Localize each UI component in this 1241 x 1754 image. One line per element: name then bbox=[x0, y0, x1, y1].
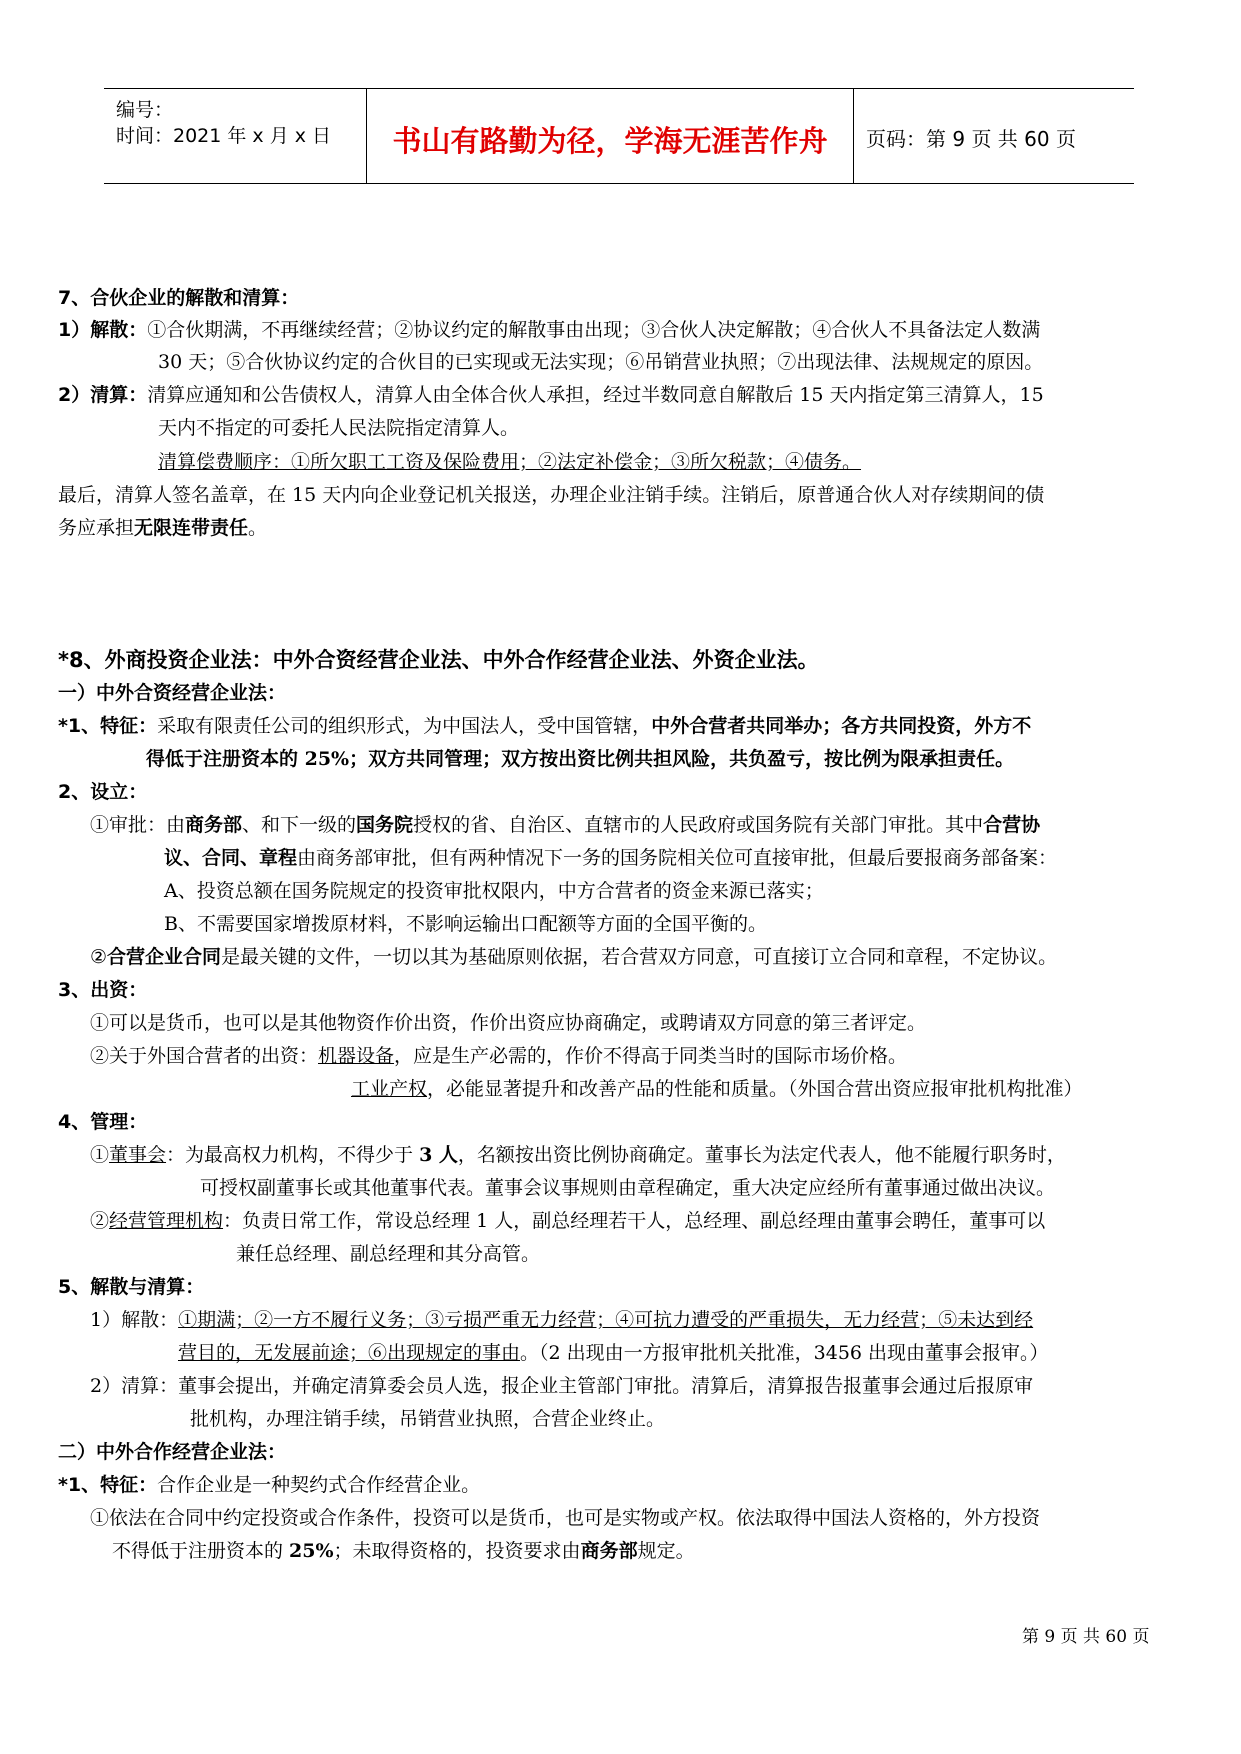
s8-mgmt-line3 bbox=[90, 1209, 1045, 1233]
s8-capital-line1: ①可以是货币，也可以是其他物资作价出资，作价出资应协商确定，或聘请双方同意的第三者评定。 bbox=[90, 1012, 927, 1034]
section-8-title: *8、外商投资企业法：中外合资经营企业法、中外合作经营企业法、外资企业法。 bbox=[58, 648, 819, 672]
setup-text-c: 由商务部审批，但有两种情况下一务的国务院相关位可直接审批，但最后要报商务部备案： bbox=[297, 847, 1058, 869]
page-footer: 第 9 页 共 60 页 bbox=[1022, 1627, 1150, 1647]
s7-dissolution-text: ①合伙期满，不再继续经营；②协议约定的解散事由出现；③合伙人决定解散；④合伙人不具备法定人数满 bbox=[147, 319, 1041, 341]
s8-mgmt-line4: 兼任总经理、副总经理和其分高管。 bbox=[236, 1243, 541, 1265]
header-table bbox=[104, 88, 1134, 184]
s8-feature-bold: 中外合营者共同举办；各方共同投资，外方不 bbox=[651, 715, 1032, 737]
s8-liquidation-line1: 2）清算：董事会提出，并确定清算委会员人选，报企业主管部门审批。清算后，清算报告报董事会通过后报原审 bbox=[90, 1375, 1034, 1397]
three-persons: 3 人 bbox=[419, 1144, 458, 1166]
mgmt-text-a: ：为最高权力机构，不得少于 bbox=[166, 1144, 420, 1166]
s7-liquidation-line1 bbox=[58, 383, 1044, 407]
s8-capital-title: 3、出资： bbox=[58, 979, 148, 1001]
s7-liquidation-order: 清算偿费顺序：①所欠职工工资及保险费用；②法定补偿金；③所欠税款；④债务。 bbox=[158, 451, 862, 473]
s7-dissolution-line1 bbox=[58, 318, 1040, 342]
s8-setup-line3: A、投资总额在国务院规定的投资审批权限内，中方合营者的资金来源已落实； bbox=[164, 880, 824, 902]
setup-text-a: 、和下一级的 bbox=[242, 814, 357, 836]
s8-liquidation-line2: 批机构，办理注销手续，吊销营业执照，合营企业终止。 bbox=[190, 1408, 666, 1430]
mgmt-num-2: ② bbox=[90, 1210, 110, 1232]
s7-final-period: 。 bbox=[248, 517, 268, 539]
dissolution-reasons-a: ①期满；②一方不履行义务；③亏损严重无力经营；④可抗力遭受的严重损失，无力经营；⑤未达到经 bbox=[178, 1309, 1034, 1331]
section-7-title: 7、合伙企业的解散和清算： bbox=[58, 287, 300, 309]
s8b-commerce-ministry: 商务部 bbox=[580, 1540, 638, 1562]
s8b-text-c: 规定。 bbox=[637, 1540, 695, 1562]
s8b-text-a: 不得低于注册资本的 bbox=[112, 1540, 290, 1562]
header-right-cell bbox=[854, 89, 1134, 183]
s8-setup-title: 2、设立： bbox=[58, 781, 148, 803]
header-middle-cell bbox=[367, 89, 854, 183]
mgmt-num-1: ① bbox=[90, 1144, 110, 1166]
state-council: 国务院 bbox=[356, 814, 414, 836]
mgmt-body: 经营管理机构 bbox=[109, 1210, 224, 1232]
machinery: 机器设备 bbox=[318, 1045, 395, 1067]
s7-dissolution-line2: 30 天；⑤合伙协议约定的合伙目的已实现或无法实现；⑥吊销营业执照；⑦出现法律、法规规定的原因。 bbox=[158, 351, 1044, 373]
s8b-feature-line3 bbox=[112, 1539, 695, 1563]
s8b-feature-line2: ①依法在合同中约定投资或合作条件，投资可以是货币，也可是实物或产权。依法取得中国法人资格的，外方投资 bbox=[90, 1507, 1041, 1529]
approval-label: ①审批：由 bbox=[90, 814, 186, 836]
s8-feature-line1 bbox=[58, 714, 1031, 738]
dissolution-reasons-b: 营目的，无发展前途；⑥出现规定的事由 bbox=[178, 1342, 521, 1364]
s8-feature-label: *1、特征： bbox=[58, 715, 158, 737]
s8-mgmt-title: 4、管理： bbox=[58, 1111, 148, 1133]
capital-text-c: ，必能显著提升和改善产品的性能和质量。（外国合营出资应报审批机构批准） bbox=[427, 1078, 1083, 1100]
s8b-feature-line1 bbox=[58, 1473, 480, 1497]
capital-text-b: ，应是生产必需的，作价不得高于同类当时的国际市场价格。 bbox=[394, 1045, 908, 1067]
s8-setup-line2 bbox=[164, 846, 1057, 870]
s8-capital-line3 bbox=[351, 1077, 1083, 1101]
s8-mgmt-line2: 可授权副董事长或其他董事代表。董事会议事规则由章程确定，重大决定应经所有董事通过做出决议。 bbox=[200, 1177, 1056, 1199]
s8-dissolution-line1 bbox=[90, 1308, 1033, 1332]
s7-final-line2 bbox=[58, 516, 267, 540]
s8-feature-line2: 得低于注册资本的 25%；双方共同管理；双方按出资比例共担风险，共负盈亏，按比例为限承担责任。 bbox=[146, 748, 1015, 770]
s7-final-line1: 最后，清算人签名盖章，在 15 天内向企业登记机关报送，办理企业注销手续。注销后，原普通合伙人对存续期间的债 bbox=[58, 484, 1045, 506]
unlimited-liability: 无限连带责任 bbox=[134, 517, 249, 539]
s7-liquidation-text: 清算应通知和公告债权人，清算人由全体合伙人承担，经过半数同意自解散后 15 天内指定第三清算人，15 bbox=[147, 384, 1044, 406]
twenty-five-percent: 25% bbox=[289, 1540, 334, 1562]
s8-setup-line1 bbox=[90, 813, 1040, 837]
jv-contract: 合营企业合同 bbox=[107, 946, 222, 968]
setup-text-b: 授权的省、自治区、直辖市的人民政府或国务院有关部门审批。其中 bbox=[413, 814, 984, 836]
s8-dissolution-line2 bbox=[178, 1341, 1049, 1365]
board: 董事会 bbox=[109, 1144, 167, 1166]
s8-setup-line5 bbox=[90, 945, 1057, 969]
s7-dissolution-label: 1）解散： bbox=[58, 319, 148, 341]
s8-dissolution-title: 5、解散与清算： bbox=[58, 1276, 205, 1298]
s7-liquidation-line2: 天内不指定的可委托人民法院指定清算人。 bbox=[158, 417, 520, 439]
dissolution-note: 。（2 出现由一方报审批机关批准，3456 出现由董事会报审。） bbox=[520, 1342, 1049, 1364]
setup-bold-a: 合营协 bbox=[983, 814, 1041, 836]
commerce-ministry: 商务部 bbox=[185, 814, 243, 836]
time-label: 时间：2021 年 x 月 x 日 bbox=[116, 125, 332, 147]
motto: 书山有路勤为径，学海无涯苦作舟 bbox=[392, 124, 828, 158]
setup-text-d: 是最关键的文件，一切以其为基础原则依据，若合营双方同意，可直接订立合同和章程，不定协议。 bbox=[221, 946, 1058, 968]
mgmt-text-c: ：负责日常工作，常设总经理 1 人，副总经理若干人，总经理、副总经理由董事会聘任，董事可以 bbox=[223, 1210, 1046, 1232]
section-8b-title: 二）中外合作经营企业法： bbox=[58, 1441, 287, 1463]
setup-bold-b: 议、合同、章程 bbox=[164, 847, 298, 869]
header-left-cell bbox=[104, 89, 367, 183]
s8-setup-line4: B、不需要国家增拨原材料，不影响运输出口配额等方面的全国平衡的。 bbox=[164, 913, 767, 935]
capital-text-a: ②关于外国合营者的出资： bbox=[90, 1045, 319, 1067]
s8b-feature-label: *1、特征： bbox=[58, 1474, 158, 1496]
s7-liquidation-label: 2）清算： bbox=[58, 384, 148, 406]
setup-num: ② bbox=[90, 946, 108, 968]
number-label: 编号： bbox=[116, 99, 174, 121]
s8b-text-b: ；未取得资格的，投资要求由 bbox=[333, 1540, 581, 1562]
s8-mgmt-line1 bbox=[90, 1143, 1066, 1167]
s8-feature-text: 采取有限责任公司的组织形式，为中国法人，受中国管辖， bbox=[157, 715, 652, 737]
s7-final-text: 务应承担 bbox=[58, 517, 135, 539]
dissolution-label: 1）解散： bbox=[90, 1309, 179, 1331]
s8-capital-line2 bbox=[90, 1044, 907, 1068]
page-info: 页码：第 9 页 共 60 页 bbox=[866, 127, 1076, 151]
s8b-feature-text: 合作企业是一种契约式合作经营企业。 bbox=[157, 1474, 481, 1496]
section-8a-title: 一）中外合资经营企业法： bbox=[58, 682, 287, 704]
mgmt-text-b: ，名额按出资比例协商确定。董事长为法定代表人，他不能履行职务时， bbox=[457, 1144, 1066, 1166]
industrial-property: 工业产权 bbox=[351, 1078, 428, 1100]
